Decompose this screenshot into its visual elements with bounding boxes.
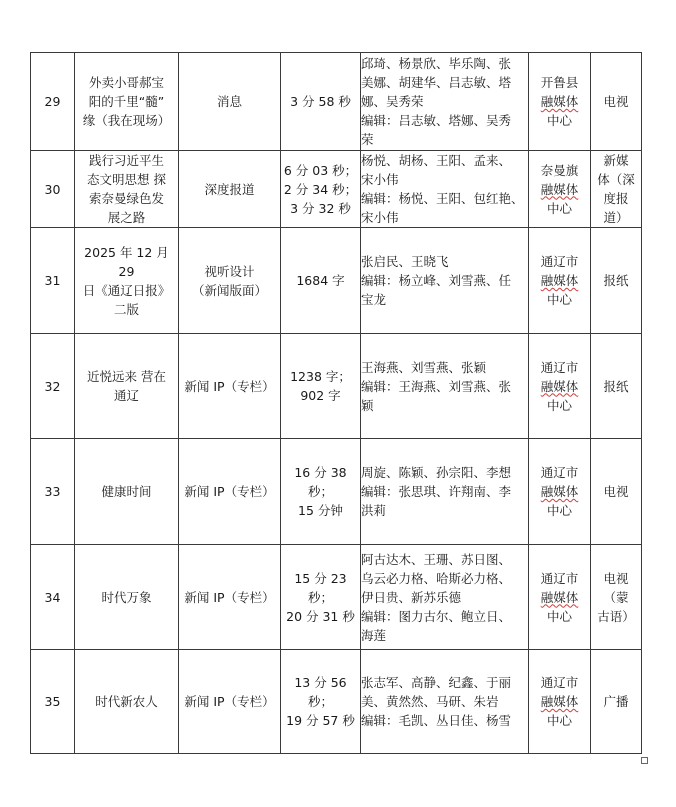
cell-line: 周旋、陈颖、孙宗阳、李想: [361, 465, 512, 480]
cell-line: 融媒体: [540, 181, 579, 197]
cell-line: 通辽市: [540, 675, 579, 690]
cell-line: 展之路: [107, 210, 146, 225]
cell-organization: [529, 334, 591, 439]
cell-line: 3 分 32 秒: [290, 200, 351, 216]
cell-line: 编辑：杨悦、王阳、包红艳、: [361, 191, 524, 206]
cell-number: 30: [31, 151, 75, 228]
cell-line: 编辑：毛凯、丛日佳、杨雪: [361, 713, 512, 728]
cell-authors: [361, 439, 529, 545]
cell-category: [179, 151, 281, 228]
cell-line: 1684 字: [296, 273, 345, 288]
cell-category: [179, 545, 281, 650]
cell-line: 电视: [603, 94, 629, 109]
cell-category: [179, 334, 281, 439]
cell-title: [75, 334, 179, 439]
cell-line: 中心: [546, 608, 572, 624]
cell-line: 开鲁县: [540, 75, 579, 90]
cell-line: 视听设计: [204, 263, 255, 279]
cell-line: 娜、吴秀荣: [361, 94, 424, 109]
cell-line: 融媒体: [540, 484, 579, 499]
table-end-handle[interactable]: [641, 757, 648, 764]
cell-line: 中心: [546, 292, 572, 307]
cell-line: 古语）: [597, 608, 635, 624]
table-row: [31, 53, 642, 151]
cell-line: 编辑：张思琪、许翔南、李: [361, 484, 512, 499]
cell-line: 颖: [361, 397, 374, 413]
cell-length: [281, 439, 361, 545]
cell-category: [179, 650, 281, 754]
cell-line: 中心: [546, 113, 572, 128]
cell-line: 时代新农人: [95, 694, 158, 709]
cell-line: 融媒体: [540, 694, 579, 709]
cell-line: 编辑：吕志敏、塔娜、吴秀: [361, 113, 512, 128]
cell-length: [281, 545, 361, 650]
cell-line: 通辽市: [540, 465, 579, 480]
cell-line: 海莲: [361, 627, 387, 643]
cell-line: 美、黄然然、马研、朱岩: [361, 694, 499, 709]
cell-line: 索奈曼绿色发: [88, 191, 164, 206]
cell-line: 杨悦、胡杨、王阳、孟来、: [361, 153, 512, 168]
cell-line: 融媒体: [540, 589, 579, 605]
cell-line: 洪莉: [361, 503, 387, 518]
cell-line: 融媒体: [540, 273, 579, 288]
cell-line: 融媒体: [540, 94, 579, 109]
cell-line: 2 分 34 秒；: [283, 181, 358, 197]
cell-line: 通辽市: [540, 570, 579, 586]
cell-line: 1238 字；: [290, 369, 351, 384]
cell-line: 王海燕、刘雪燕、张颖: [361, 359, 487, 375]
cell-line: 道）: [603, 210, 629, 225]
cell-length: [281, 228, 361, 334]
cell-line: 16 分 38 秒；: [294, 465, 347, 499]
cell-line: 编辑：杨立峰、刘雪燕、任: [361, 273, 512, 288]
cell-media: [591, 53, 642, 151]
cell-line: 编辑：图力古尔、鲍立日、: [361, 608, 512, 624]
cell-line: 新媒: [603, 153, 629, 168]
cell-media: [591, 650, 642, 754]
cell-line: 通辽市: [540, 254, 579, 269]
cell-line: 报纸: [603, 273, 629, 288]
cell-line: 中心: [546, 397, 572, 413]
table-row: [31, 650, 642, 754]
cell-authors: [361, 334, 529, 439]
cell-line: 阳的千里“髓”: [88, 94, 165, 109]
table-row: [31, 151, 642, 228]
cell-media: [591, 545, 642, 650]
cell-line: 通辽: [113, 388, 139, 403]
cell-number: 35: [31, 650, 75, 754]
awards-table: [30, 52, 642, 754]
cell-number: 31: [31, 228, 75, 334]
cell-category: [179, 228, 281, 334]
cell-media: [591, 151, 642, 228]
cell-authors: [361, 228, 529, 334]
cell-line: 电视: [603, 570, 629, 586]
cell-line: 中心: [546, 200, 572, 216]
cell-line: 体（深: [597, 172, 635, 187]
cell-length: [281, 334, 361, 439]
cell-line: 宋小伟: [361, 210, 399, 225]
cell-line: 新闻 IP（专栏）: [184, 694, 275, 709]
cell-line: 缘（我在现场）: [82, 113, 171, 128]
cell-line: 13 分 56 秒；: [294, 675, 347, 709]
cell-line: 新闻 IP（专栏）: [184, 589, 275, 605]
cell-line: （蒙: [603, 589, 629, 605]
table-row: [31, 439, 642, 545]
cell-line: 19 分 57 秒: [286, 713, 355, 728]
cell-title: [75, 151, 179, 228]
cell-media: [591, 228, 642, 334]
cell-line: 消息: [216, 94, 242, 109]
cell-category: [179, 439, 281, 545]
cell-line: 乌云必力格、哈斯必力格、: [361, 570, 512, 586]
cell-line: 3 分 58 秒: [290, 94, 351, 109]
cell-title: [75, 650, 179, 754]
cell-length: [281, 53, 361, 151]
cell-line: 902 字: [300, 388, 341, 403]
cell-number: 33: [31, 439, 75, 545]
cell-line: 2025 年 12 月 29: [84, 244, 169, 279]
cell-line: 中心: [546, 713, 572, 728]
cell-line: 中心: [546, 503, 572, 518]
cell-line: 美娜、胡建华、吕志敏、塔: [361, 75, 512, 90]
cell-line: 15 分钟: [298, 503, 343, 518]
table-row: [31, 545, 642, 650]
cell-line: 阿古达木、王珊、苏日图、: [361, 551, 512, 567]
cell-number: 32: [31, 334, 75, 439]
cell-line: 20 分 31 秒: [286, 608, 355, 624]
cell-length: [281, 151, 361, 228]
cell-organization: [529, 151, 591, 228]
cell-line: 践行习近平生: [88, 153, 164, 168]
cell-line: 广播: [603, 694, 629, 709]
cell-line: 宋小伟: [361, 172, 399, 187]
cell-organization: [529, 228, 591, 334]
cell-number: 34: [31, 545, 75, 650]
cell-line: 张启民、王晓飞: [361, 254, 449, 269]
cell-line: 融媒体: [540, 378, 579, 394]
cell-organization: [529, 53, 591, 151]
cell-media: [591, 439, 642, 545]
cell-authors: [361, 650, 529, 754]
cell-line: （新闻版面）: [191, 282, 267, 298]
cell-line: 日《通辽日报》: [82, 282, 171, 298]
table-row: [31, 334, 642, 439]
cell-authors: [361, 151, 529, 228]
cell-line: 荣: [361, 132, 374, 147]
cell-line: 态文明思想 探: [87, 172, 166, 187]
cell-line: 奈曼旗: [540, 162, 579, 178]
cell-organization: [529, 650, 591, 754]
cell-organization: [529, 545, 591, 650]
cell-line: 通辽市: [540, 359, 579, 375]
cell-authors: [361, 53, 529, 151]
table-body: [31, 53, 642, 754]
table-row: [31, 228, 642, 334]
cell-length: [281, 650, 361, 754]
cell-line: 二版: [113, 301, 139, 317]
cell-line: 6 分 03 秒；: [283, 162, 358, 178]
cell-category: [179, 53, 281, 151]
cell-line: 电视: [603, 484, 629, 499]
cell-title: [75, 53, 179, 151]
cell-line: 深度报道: [204, 181, 255, 197]
cell-line: 新闻 IP（专栏）: [184, 378, 275, 394]
cell-authors: [361, 545, 529, 650]
cell-line: 时代万象: [101, 589, 152, 605]
cell-number: 29: [31, 53, 75, 151]
cell-line: 编辑：王海燕、刘雪燕、张: [361, 378, 512, 394]
cell-media: [591, 334, 642, 439]
cell-line: 新闻 IP（专栏）: [184, 484, 275, 499]
cell-line: 外卖小哥郝宝: [88, 75, 164, 90]
cell-line: 张志军、高静、纪鑫、于丽: [361, 675, 512, 690]
cell-line: 宝龙: [361, 292, 387, 307]
cell-line: 伊日贵、新苏乐德: [361, 589, 462, 605]
cell-line: 健康时间: [101, 484, 152, 499]
cell-line: 报纸: [603, 378, 629, 394]
cell-title: [75, 228, 179, 334]
cell-line: 度报: [603, 191, 629, 206]
cell-organization: [529, 439, 591, 545]
cell-line: 近悦远来 营在: [87, 369, 166, 384]
cell-line: 邱琦、杨景欣、毕乐陶、张: [361, 56, 512, 71]
cell-title: [75, 439, 179, 545]
cell-line: 15 分 23 秒；: [294, 570, 347, 605]
cell-title: [75, 545, 179, 650]
